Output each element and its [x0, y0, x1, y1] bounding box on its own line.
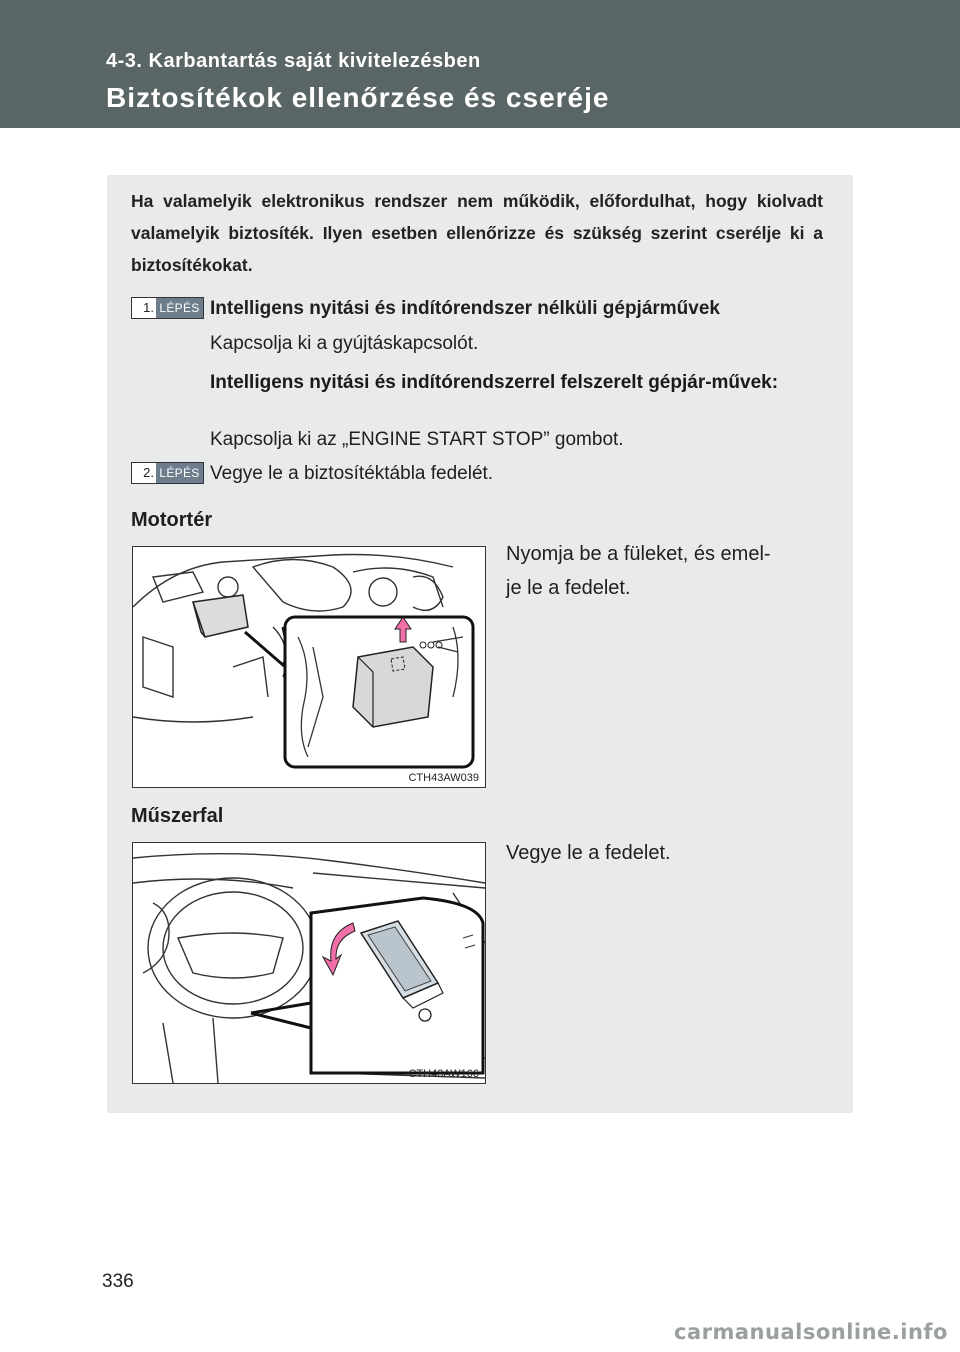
step-1-instruction-2: Kapcsolja ki az „ENGINE START STOP” gombot.: [210, 429, 624, 450]
step-1-condition-2: Intelligens nyitási és indítórendszerrel felszerelt gépjár-művek:: [210, 372, 779, 393]
engine-bay-illustration: [133, 547, 485, 787]
page-number: 336: [102, 1271, 134, 1292]
dashboard-instruction: Vegye le a fedelet.: [506, 842, 671, 864]
page-header: [0, 0, 960, 128]
dashboard-figure: [132, 842, 486, 1084]
figure-code: CTH43AW166: [408, 1068, 479, 1080]
step-label: LÉPÉS: [156, 298, 203, 318]
step-number: 1.: [132, 298, 156, 318]
dashboard-illustration: [133, 843, 485, 1083]
engine-instruction-line-1: Nyomja be a füleket, és emel-: [506, 543, 771, 565]
section-title: 4-3. Karbantartás saját kivitelezésben: [106, 50, 481, 72]
step-1-instruction-1: Kapcsolja ki a gyújtáskapcsolót.: [210, 333, 479, 354]
figure-code: CTH43AW039: [408, 772, 479, 784]
section-heading-engine: Motortér: [131, 509, 213, 531]
step-1-condition-1: Intelligens nyitási és indítórendszer nélküli gépjárművek: [210, 298, 720, 319]
watermark: carmanualsonline.info: [674, 1320, 948, 1344]
step-label: LÉPÉS: [156, 463, 203, 483]
step-2-badge: [131, 462, 204, 484]
step-number: 2.: [132, 463, 156, 483]
engine-instruction-line-2: je le a fedelet.: [506, 577, 631, 599]
page-title: Biztosítékok ellenőrzése és cseréje: [106, 82, 610, 113]
engine-bay-figure: [132, 546, 486, 788]
intro-paragraph: Ha valamelyik elektronikus rendszer nem működik, előfordulhat, hogy kiolvadt valamelyik biztosíték. Ilyen esetben ellenőrizze és szükség szerint cserélje ki a biztosítékokat.: [131, 191, 823, 275]
step-2-instruction: Vegye le a biztosítéktábla fedelét.: [210, 463, 494, 484]
step-1-badge: [131, 297, 204, 319]
section-heading-dashboard: Műszerfal: [131, 805, 224, 827]
